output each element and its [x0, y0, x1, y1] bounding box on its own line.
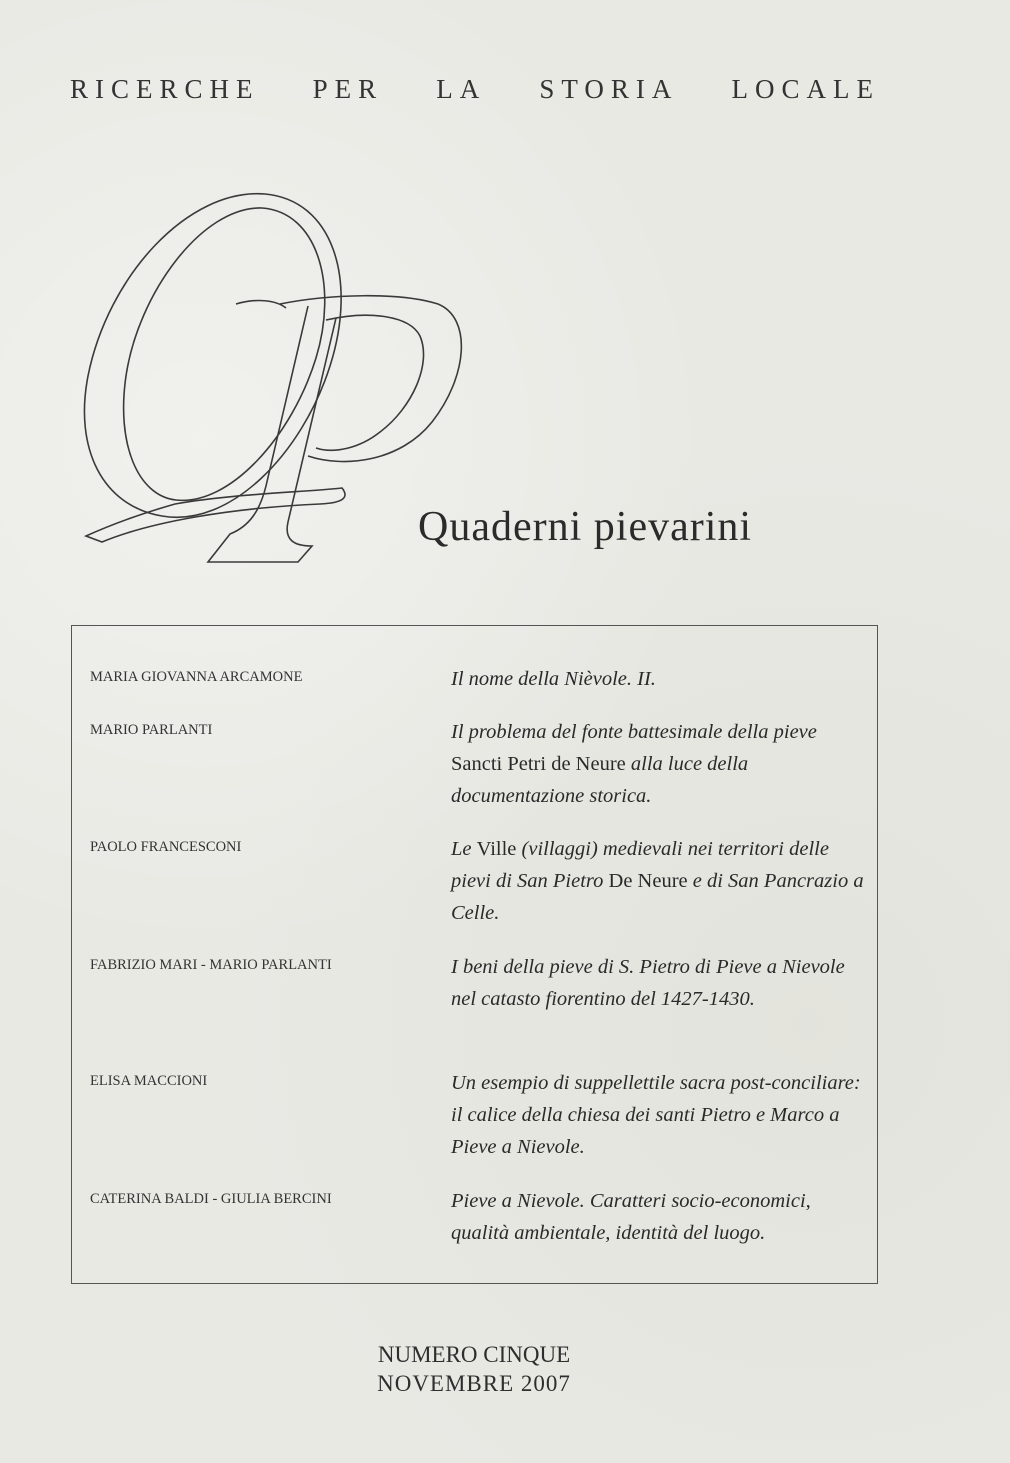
title-part: Un esempio di suppellettile sacra post-conciliare: il calice della chiesa dei santi Pietro e Marco a Pieve a Nievole.: [451, 1072, 861, 1158]
title-part: Le: [451, 838, 477, 860]
q-inner-stroke: [124, 208, 325, 500]
title-part: Il problema del fonte battesimale della pieve: [451, 721, 817, 743]
series-word: STORIA: [539, 74, 679, 104]
title-part-roman: De Neure: [608, 870, 688, 892]
issue-number: NUMERO CINQUE: [377, 1342, 571, 1367]
entry-author: FABRIZIO MARI - MARIO PARLANTI: [90, 957, 332, 973]
series-header: [70, 74, 880, 105]
series-word: PER: [312, 74, 384, 104]
title-part-roman: Sancti Petri de Neure: [451, 753, 626, 775]
title-part: I beni della pieve di S. Pietro di Pieve a Nievole nel catasto fiorentino del 1427-1430.: [451, 956, 845, 1010]
entry-title: [451, 951, 871, 1015]
contents-box: [71, 625, 878, 1284]
p-stem-stroke: [208, 306, 336, 562]
journal-title: Quaderni pievarini: [418, 504, 753, 550]
entry-author: PAOLO FRANCESCONI: [90, 839, 242, 855]
qp-monogram-logo: [80, 186, 470, 586]
entry-title: [451, 833, 871, 929]
q-outer-stroke: [84, 194, 341, 518]
title-part: Il nome della Nièvole. II.: [451, 668, 656, 690]
series-word: LA: [436, 74, 487, 104]
title-part: alla luce della documentazione storica.: [451, 753, 749, 807]
entry-title: [451, 1067, 871, 1163]
p-bowl-outer: [280, 296, 461, 462]
title-part: e di San Pancrazio a Celle.: [451, 870, 864, 924]
entry-title: [451, 716, 871, 812]
entry-author: ELISA MACCIONI: [90, 1073, 208, 1089]
title-part-roman: Ville: [476, 838, 517, 860]
entry-title: [451, 1185, 871, 1249]
q-tail-stroke: [86, 488, 345, 542]
entry-author: MARIO PARLANTI: [90, 722, 213, 738]
issue-date: NOVEMBRE 2007: [377, 1371, 571, 1396]
entry-author: MARIA GIOVANNA ARCAMONE: [90, 669, 303, 685]
p-top-stroke: [236, 301, 286, 308]
title-part: Pieve a Nievole. Caratteri socio-economici, qualità ambientale, identità del luogo.: [451, 1190, 811, 1244]
title-part: (villaggi) medievali nei territori delle pievi di San Pietro: [451, 838, 829, 892]
series-word: LOCALE: [731, 74, 880, 104]
series-word: RICERCHE: [70, 74, 260, 104]
issue-info: [0, 1340, 948, 1398]
entry-title: [451, 663, 871, 695]
entry-author: CATERINA BALDI - GIULIA BERCINI: [90, 1191, 332, 1207]
